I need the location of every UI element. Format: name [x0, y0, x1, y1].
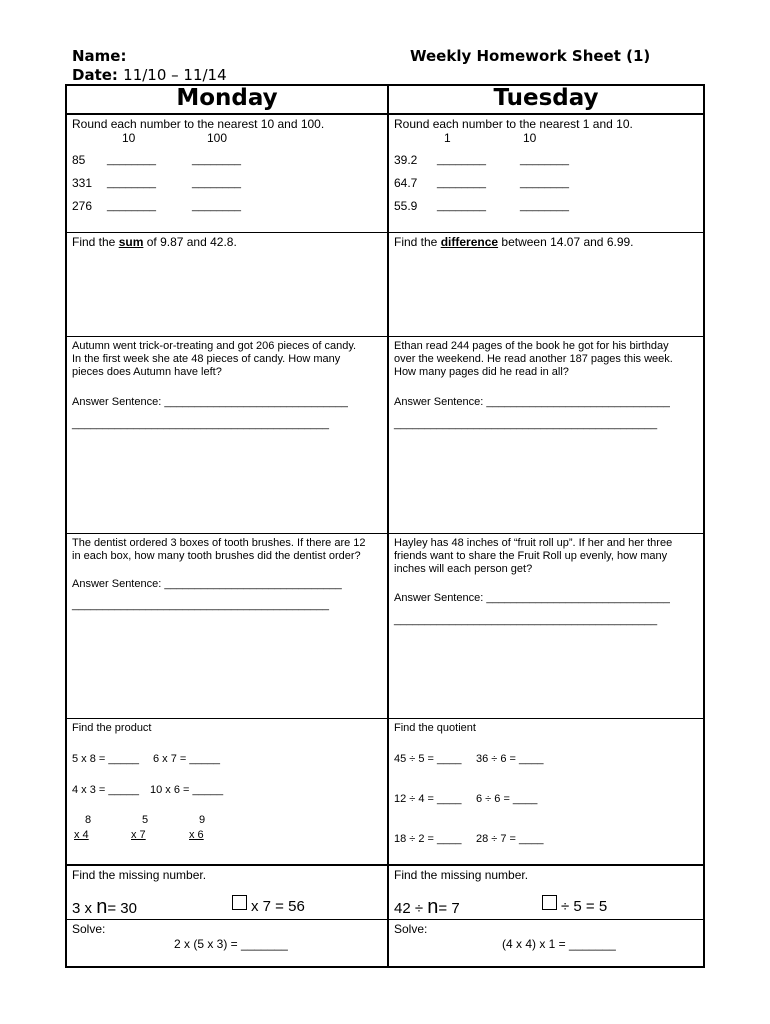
mon-eq1-post: = 30: [107, 900, 137, 917]
mon-rounding-number: 85: [72, 153, 86, 167]
mon-vertical-top: 8: [85, 814, 92, 826]
tue-solve-label: Solve:: [394, 922, 428, 936]
tue-missing-eq1: [394, 897, 460, 919]
mon-vertical-bottom: x 4: [74, 829, 89, 841]
mon-story1-answer: Answer Sentence: ______________________________: [72, 396, 348, 408]
row-divider: [65, 533, 705, 534]
mon-story1-line: pieces does Autumn have left?: [72, 366, 222, 378]
mon-rounding-blank: ________: [107, 154, 156, 166]
mon-story2-line: in each box, how many tooth brushes did the dentist order?: [72, 550, 361, 562]
mon-sum-question: [72, 235, 237, 249]
homework-grid: [65, 84, 705, 968]
date-value: 11/10 – 11/14: [123, 66, 227, 84]
mon-rounding-number: 276: [72, 199, 93, 213]
row-divider: [65, 919, 705, 920]
tue-story2-line: friends want to share the Fruit Roll up evenly, how many: [394, 550, 668, 562]
row-divider: [65, 336, 705, 337]
mon-solve-label: Solve:: [72, 922, 106, 936]
tuesday-heading: Tuesday: [493, 85, 599, 111]
mon-product-fact: 5 x 8 = _____: [72, 753, 139, 765]
tue-rounding-number: 55.9: [394, 199, 418, 213]
tue-missing-eq2: ÷ 5 = 5: [561, 898, 608, 915]
tue-rounding-number: 39.2: [394, 153, 418, 167]
mon-vertical-top: 9: [199, 814, 206, 826]
tue-quotient-title: Find the quotient: [394, 722, 476, 734]
tue-rounding-blank: ________: [520, 177, 569, 189]
sheet-title: Weekly Homework Sheet (1): [410, 47, 651, 65]
mon-missing-eq2: x 7 = 56: [251, 898, 305, 915]
tue-eq1-post: = 7: [438, 900, 460, 917]
mon-product-fact: 10 x 6 = _____: [150, 784, 224, 796]
mon-missing-box: [232, 895, 247, 910]
mon-rounding-blank: ________: [192, 177, 241, 189]
tue-eq1-pre: 42 ÷: [394, 900, 428, 917]
tue-rounding-blank: ________: [437, 200, 486, 212]
column-divider: [387, 84, 389, 968]
tue-diff-key: difference: [440, 235, 499, 249]
tue-solve-expr: (4 x 4) x 1 = _______: [502, 937, 616, 951]
name-label: Name:: [72, 47, 127, 65]
mon-eq1-var: n: [96, 896, 108, 918]
tue-rounding-blank: ________: [520, 154, 569, 166]
mon-rounding-number: 331: [72, 176, 93, 190]
tue-story2-answer-line: ___________________________________________: [394, 614, 658, 626]
mon-story1-line: Autumn went trick-or-treating and got 206 pieces of candy.: [72, 340, 357, 352]
mon-vertical-top: 5: [142, 814, 149, 826]
tue-quotient-fact: 28 ÷ 7 = ____: [476, 833, 544, 845]
mon-story1-answer-line: __________________________________________: [72, 418, 329, 430]
tue-story2-answer: Answer Sentence: ______________________________: [394, 592, 670, 604]
mon-rounding-col2: 100: [207, 131, 228, 145]
tue-missing-box: [542, 895, 557, 910]
mon-rounding-blank: ________: [192, 200, 241, 212]
tue-story1-line: How many pages did he read in all?: [394, 366, 569, 378]
tue-rounding-col2: 10: [523, 131, 537, 145]
tue-quotient-fact: 18 ÷ 2 = ____: [394, 833, 462, 845]
tue-quotient-fact: 36 ÷ 6 = ____: [476, 753, 544, 765]
mon-product-fact: 4 x 3 = _____: [72, 784, 139, 796]
row-divider: [65, 864, 705, 866]
tue-story1-line: over the weekend. He read another 187 pages this week.: [394, 353, 673, 365]
mon-rounding-blank: ________: [192, 154, 241, 166]
tue-story1-answer: Answer Sentence: ______________________________: [394, 396, 670, 408]
mon-sum-pre: Find the: [72, 235, 119, 249]
tue-story1-line: Ethan read 244 pages of the book he got for his birthday: [394, 340, 669, 352]
tue-rounding-blank: ________: [437, 177, 486, 189]
tue-rounding-number: 64.7: [394, 176, 418, 190]
tue-eq1-var: n: [427, 896, 439, 918]
row-divider: [65, 113, 705, 115]
date-label: Date:: [72, 66, 118, 84]
tue-quotient-fact: 45 ÷ 5 = ____: [394, 753, 462, 765]
mon-product-fact: 6 x 7 = _____: [153, 753, 220, 765]
mon-missing-title: Find the missing number.: [72, 868, 207, 882]
mon-story2-line: The dentist ordered 3 boxes of tooth brushes. If there are 12: [72, 537, 366, 549]
tue-diff-post: between 14.07 and 6.99.: [498, 235, 634, 249]
tue-quotient-fact: 12 ÷ 4 = ____: [394, 793, 462, 805]
mon-story1-line: In the first week she ate 48 pieces of candy. How many: [72, 353, 341, 365]
date-line: [72, 66, 227, 84]
tue-story2-line: inches will each person get?: [394, 563, 533, 575]
mon-missing-eq1: [72, 897, 137, 919]
tue-rounding-instruction: Round each number to the nearest 1 and 10.: [394, 117, 633, 131]
tue-diff-pre: Find the: [394, 235, 441, 249]
mon-vertical-bottom: x 6: [189, 829, 204, 841]
tue-quotient-fact: 6 ÷ 6 = ____: [476, 793, 538, 805]
mon-story2-answer: Answer Sentence: _____________________________: [72, 578, 342, 590]
mon-vertical-bottom: x 7: [131, 829, 146, 841]
mon-sum-post: of 9.87 and 42.8.: [143, 235, 237, 249]
mon-sum-key: sum: [118, 235, 144, 249]
monday-heading: Monday: [176, 85, 278, 111]
mon-rounding-col1: 10: [122, 131, 136, 145]
mon-solve-expr: 2 x (5 x 3) = _______: [174, 937, 288, 951]
mon-eq1-pre: 3 x: [72, 900, 97, 917]
mon-rounding-blank: ________: [107, 200, 156, 212]
row-divider: [65, 718, 705, 719]
row-divider: [65, 232, 705, 233]
mon-product-title: Find the product: [72, 722, 152, 734]
mon-rounding-instruction: Round each number to the nearest 10 and 100.: [72, 117, 325, 131]
tue-story1-answer-line: ___________________________________________: [394, 418, 658, 430]
tue-rounding-blank: ________: [437, 154, 486, 166]
mon-rounding-blank: ________: [107, 177, 156, 189]
tue-rounding-blank: ________: [520, 200, 569, 212]
mon-story2-answer-line: __________________________________________: [72, 599, 329, 611]
tue-missing-title: Find the missing number.: [394, 868, 529, 882]
tue-difference-question: [394, 235, 634, 249]
tue-rounding-col1: 1: [444, 131, 451, 145]
tue-story2-line: Hayley has 48 inches of “fruit roll up”. If her and her three: [394, 537, 673, 549]
